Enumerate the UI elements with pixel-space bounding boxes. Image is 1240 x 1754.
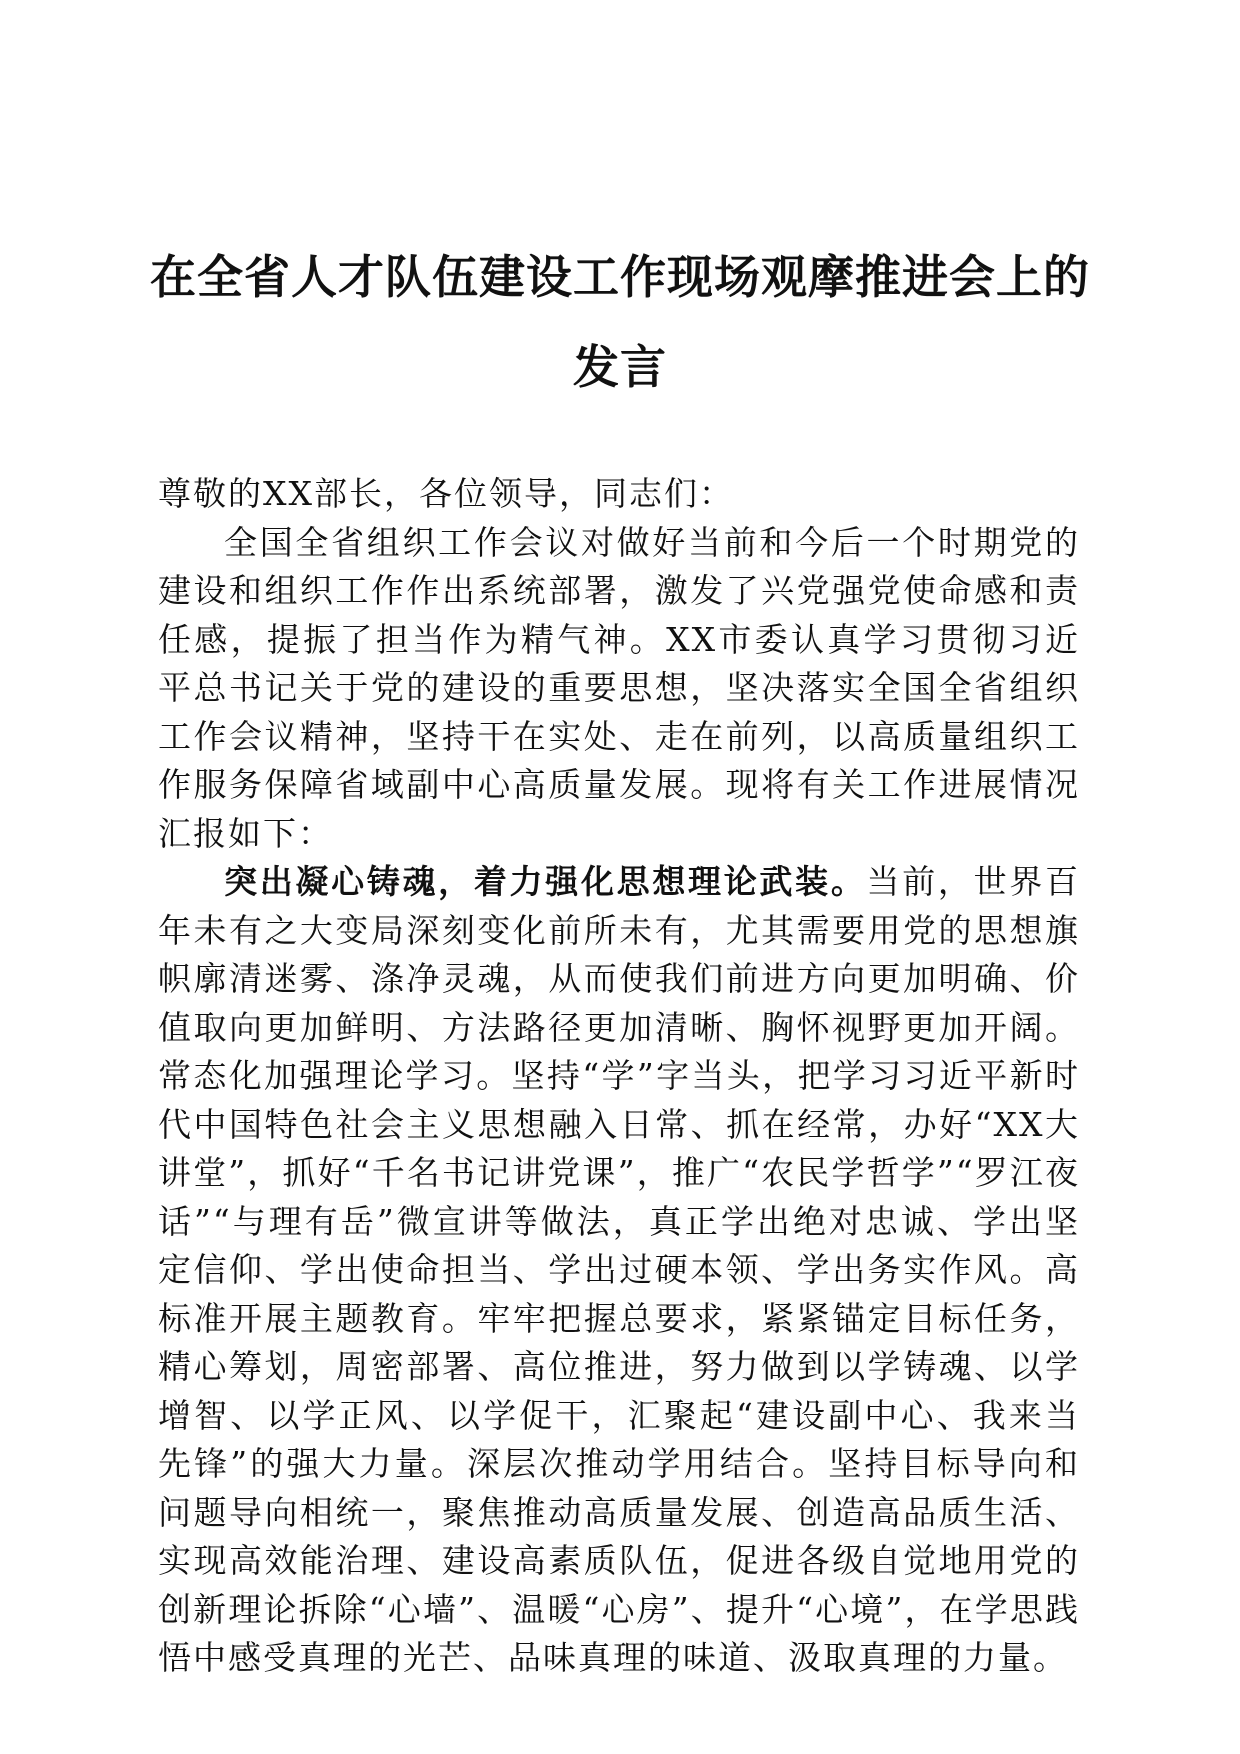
section-heading: 突出凝心铸魂，着力强化思想理论武装。	[224, 862, 867, 901]
paragraph-intro: 全国全省组织工作会议对做好当前和今后一个时期党的建设和组织工作作出系统部署，激发了兴党强党使命感和责任感，提振了担当作为精气神。XX市委认真学习贯彻习近平总书记关于党的建设的重要思想，坚决落实全国全省组织工作会议精神，坚持干在实处、走在前列，以高质量组织工作服务保障省域副中心高质量发展。现将有关工作进展情况汇报如下：	[158, 522, 1080, 853]
document-body	[158, 470, 1080, 1683]
title-line-1: 在全省人才队伍建设工作现场观摩推进会上的	[150, 250, 1090, 304]
salutation: 尊敬的XX部长，各位领导，同志们：	[158, 474, 734, 513]
paragraph-section-1	[158, 858, 1080, 1683]
document-title	[150, 232, 1090, 412]
section-text: 当前，世界百年未有之大变局深刻变化前所未有，尤其需要用党的思想旗帜廓清迷雾、涤净灵魂，从而使我们前进方向更加明确、价值取向更加鲜明、方法路径更加清晰、胸怀视野更加开阔。常态化加强理论学习。坚持“学”字当头，把学习习近平新时代中国特色社会主义思想融入日常、抓在经常，办好“XX大讲堂”，抓好“千名书记讲党课”，推广“农民学哲学”“罗江夜话”“与理有岳”微宣讲等做法，真正学出绝对忠诚、学出坚定信仰、学出使命担当、学出过硬本领、学出务实作风。高标准开展主题教育。牢牢把握总要求，紧紧锚定目标任务，精心筹划，周密部署、高位推进，努力做到以学铸魂、以学增智、以学正风、以学促干，汇聚起“建设副中心、我来当先锋”的强大力量。深层次推动学用结合。坚持目标导向和问题导向相统一，聚焦推动高质量发展、创造高品质生活、实现高效能治理、建设高素质队伍，促进各级自觉地用党的创新理论拆除“心墙”、温暖“心房”、提升“心境”，在学思践悟中感受真理的光芒、品味真理的味道、汲取真理的力量。	[158, 862, 1081, 1677]
title-line-2: 发言	[573, 340, 667, 394]
